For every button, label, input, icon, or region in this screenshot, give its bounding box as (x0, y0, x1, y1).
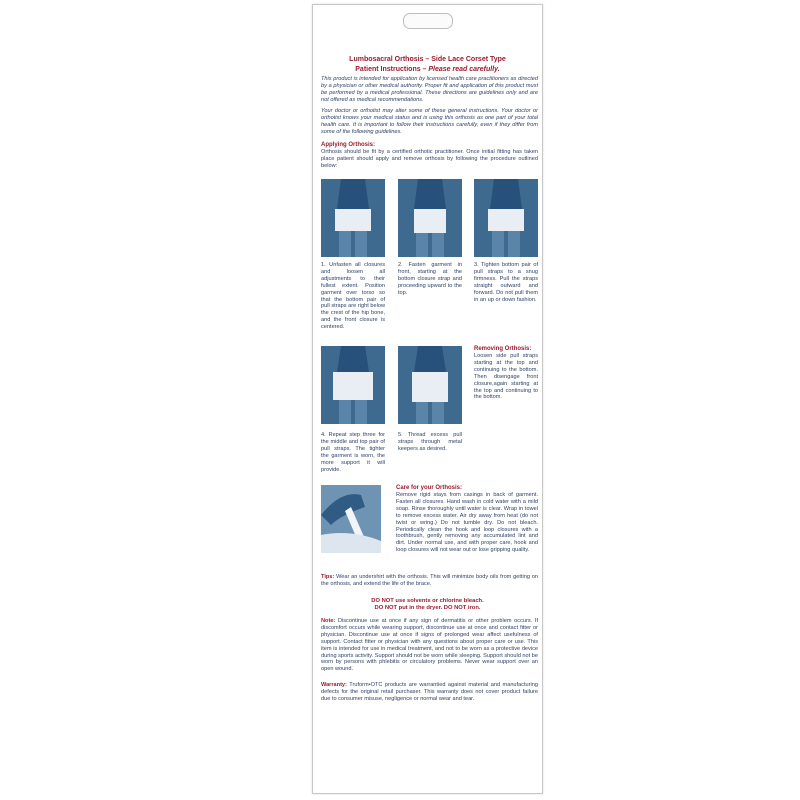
warranty-label: Warranty: (321, 682, 347, 688)
removing-heading: Removing Orthosis: (474, 346, 532, 352)
warranty-text: Truform•OTC products are warrantied against material and manufacturing defects for the original retail purchaser. This warranty does not cover product failure due to consumer misuse, negligence or normal wear and tear. (321, 682, 538, 702)
care-text: Remove rigid stays from casings in back of garment. Fasten all closures. Hand wash in cold water with a mild soap. Rinse thoroughly until water is clear. Wrap in towel to remove excess water. Air dry away from heat (do not twist or wring.) Do not tumble dry. Do not bleach. Periodically clean the hook and loop closures with a toothbrush, gently removing any accumulated lint and dirt. Under normal use, and with proper care, hook and loop closures will not wear out or lose gripping quality. (396, 492, 538, 554)
step-4-photo (321, 346, 385, 424)
note (321, 618, 538, 673)
intro-paragraph-1: This product is intended for application by licensed health care practitioners as directed by a physician or other medical authority. Proper fit and application of this product must be performed by a medical professional. These directions are guidelines only and are not offered as medical recommendations. (321, 76, 538, 103)
step-1-text: 1. Unfasten all closures and loosen all adjustments to their fullest extent. Position garment over torso so that the bottom pair of pull straps are right below the crest of the hip bone, and the front closure is centered. (321, 262, 385, 331)
applying-heading: Applying Orthosis: (321, 142, 375, 148)
step-5-photo (398, 346, 462, 424)
instruction-card (312, 4, 543, 794)
subtitle (313, 66, 542, 73)
step-2-photo (398, 179, 462, 257)
note-text: Discontinue use at once if any sign of dermatitis or other problem occurs. If discomfort occurs while wearing support, discontinue use at once and contact fitter or physician. Discontinue use at once if signs of prolonged wear affect usefulness of support. Contact fitter or physician with any questions about proper care or use. This item is intended for use in medical treatment, and not to be worn as a protective device during sports activity. Support should not be worn while sleeping. Support should not be worn by persons with phlebitis or circulatory problems. Never wear support over an open wound. (321, 618, 538, 673)
step-4-text: 4. Repeat step three for the middle and top pair of pull straps. The tighter the garment is worn, the more support it will provide. (321, 432, 385, 473)
hanger-hole (403, 13, 453, 29)
note-label: Note: (321, 618, 336, 624)
warning-line-2: DO NOT put in the dryer. DO NOT iron. (374, 605, 481, 611)
warning-line-1: DO NOT use solvents or chlorine bleach. (371, 598, 484, 604)
tips-text: Wear an undershirt with the orthosis. This will minimize body oils from getting on the orthosis, and extend the life of the brace. (321, 574, 538, 587)
step-3-text: 3. Tighten bottom pair of pull straps to a snug firmness. Pull the straps straight outward and forward. Do not pull them in an up or down fashion. (474, 262, 538, 303)
title: Lumbosacral Orthosis – Side Lace Corset Type (349, 56, 506, 63)
step-1-photo (321, 179, 385, 257)
removing-text: Loosen side pull straps starting at the top and continuing to the bottom. Then disengage front closure,again starting at the top and continuing to the bottom. (474, 353, 538, 401)
tips (321, 574, 538, 588)
step-2-text: 2. Fasten garment in front, starting at the bottom closure strap and proceeding upward to the top. (398, 262, 462, 296)
care-photo (321, 485, 381, 553)
care-heading: Care for your Orthosis: (396, 485, 463, 491)
subtitle-italic: Please read carefully. (428, 66, 500, 73)
warranty (321, 682, 538, 703)
subtitle-bold: Patient Instructions – (355, 66, 429, 73)
step-5-text: 5. Thread excess pull straps through metal keepers as desired. (398, 432, 462, 452)
tips-label: Tips: (321, 574, 335, 580)
intro-paragraph-2: Your doctor or orthotist may alter some of these general instructions. Your doctor or orthotist knows your medical status and is using this orthosis as one part of your total health care. It is important to follow their instructions carefully, even if they differ from some of the following guidelines. (321, 108, 538, 135)
step-3-photo (474, 179, 538, 257)
applying-text: Orthosis should be fit by a certified orthotic practitioner. Once initial fitting has taken place patient should apply and remove orthosis by following the procedure outlined below: (321, 149, 538, 169)
